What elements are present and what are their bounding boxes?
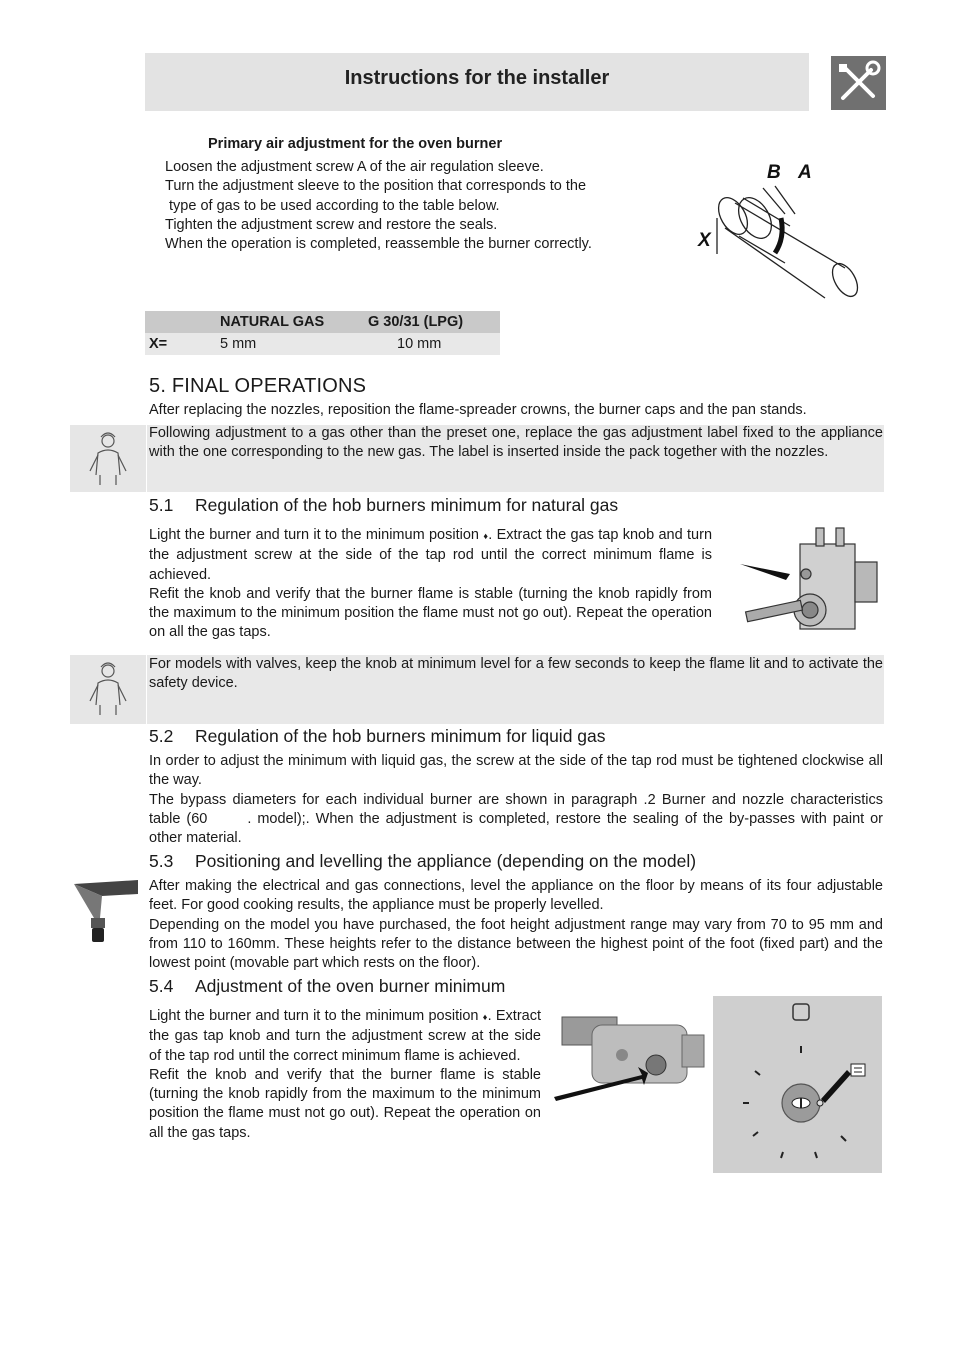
- text-run: Refit the knob and verify that the burner flame is stable (turning the knob rapidly from the maximum to the minimum position the flame must not go out). Repeat the operation on all the gas taps.: [149, 1066, 541, 1141]
- primary-air-title: Primary air adjustment for the oven burner: [208, 136, 503, 152]
- section-5-2-heading: [149, 726, 606, 747]
- text-run: . Extract the gas tap knob and turn the adjustment screw at the side of the tap rod until the correct minimum flame is achieved.: [149, 1008, 542, 1064]
- table-row: [145, 333, 500, 355]
- text-run: Light the burner and turn it to the minimum position: [149, 527, 484, 543]
- table-header-cell: NATURAL GAS: [220, 314, 325, 330]
- tools-icon: [831, 56, 886, 110]
- section-title: Regulation of the hob burners minimum for natural gas: [195, 495, 619, 515]
- text-run: . Extract the gas tap knob and turn the adjustment screw at the side of the tap rod until the correct minimum flame is achieved.: [149, 527, 713, 583]
- installer-icon: [70, 655, 146, 724]
- primary-air-line: Turn the adjustment sleeve to the position that corresponds to the: [165, 178, 587, 195]
- section-5-title: 5. FINAL OPERATIONS: [149, 375, 367, 397]
- text-run: Depending on the model you have purchased, the foot height adjustment range may vary from 70 to 95 mm and from 110 to 160mm. These heights refer to the distance between the highest point of the foot (fixed part) and the lowest point (movable part which rests on the floor).: [149, 916, 883, 972]
- installer-icon: [70, 425, 146, 492]
- section-5-2-text: [149, 752, 883, 848]
- label-a: A: [798, 162, 812, 183]
- section-number: 5.4: [149, 976, 174, 996]
- section-5-1-text: [149, 526, 712, 643]
- page-title: Instructions for the installer: [344, 67, 610, 89]
- oven-valve-photo: [552, 1005, 710, 1103]
- section-number: 5.1: [149, 495, 174, 515]
- primary-air-line: type of gas to be used according to the table below.: [165, 197, 500, 214]
- gas-tap-figure: [738, 522, 888, 640]
- text-run: The bypass diameters for each individual burner are shown in paragraph .2 Burner and nozzle characteristics table (60: [149, 791, 883, 827]
- section-title: Adjustment of the oven burner minimum: [195, 976, 506, 996]
- table-cell: 5 mm: [220, 336, 257, 352]
- flame-min-icon: ♦: [482, 1012, 488, 1022]
- section-5-3-heading: [149, 851, 696, 872]
- section-title: Positioning and levelling the appliance (depending on the model): [195, 851, 697, 871]
- text-run: Light the burner and turn it to the minimum position: [149, 1008, 483, 1024]
- text-run: . model);. When the adjustment is completed, restore the sealing of the by-passes with paint or other material.: [149, 810, 884, 847]
- label-b: B: [767, 162, 781, 183]
- section-number: 5.3: [149, 851, 174, 871]
- section-5-4-heading: [149, 976, 505, 997]
- levelling-foot-icon: [72, 878, 142, 944]
- section-title: Regulation of the hob burners minimum for liquid gas: [195, 726, 606, 746]
- table-header-row: [145, 311, 500, 333]
- table-header-cell: G 30/31 (LPG): [368, 314, 464, 330]
- label-x: X: [698, 230, 711, 251]
- primary-air-line: Loosen the adjustment screw A of the air regulation sleeve.: [165, 159, 544, 175]
- section-5-3-text: [149, 877, 883, 973]
- section-5-intro: After replacing the nozzles, reposition the flame-spreader crowns, the burner caps and the pan stands.: [149, 402, 807, 418]
- section-5-note: Following adjustment to a gas other than the preset one, replace the gas adjustment label fixed to the appliance with the one corresponding to the new gas. The label is inserted inside the pack together with the nozzles.: [149, 425, 883, 461]
- section-5-4-text: [149, 1007, 541, 1143]
- primary-air-line: When the operation is completed, reassemble the burner correctly.: [165, 236, 592, 253]
- text-run: After making the electrical and gas connections, level the appliance on the floor by means of its four adjustable feet. For good cooking results, the appliance must be properly levelled.: [149, 878, 883, 914]
- oven-knob-diagram: [713, 996, 882, 1173]
- primary-air-line: Tighten the adjustment screw and restore the seals.: [165, 216, 498, 233]
- gas-table: [145, 311, 500, 355]
- section-number: 5.2: [149, 726, 174, 746]
- table-cell: X=: [149, 336, 168, 352]
- burner-sleeve-figure: [695, 158, 860, 308]
- text-run: Refit the knob and verify that the burner flame is stable (turning the knob rapidly from the maximum to the minimum position the flame must not go out). Repeat the operation on all the gas taps.: [149, 585, 712, 641]
- flame-min-icon: ♦: [483, 531, 489, 541]
- text-run: In order to adjust the minimum with liquid gas, the screw at the side of the tap rod must be tightened clockwise all the way.: [149, 753, 883, 789]
- primary-air-text: [165, 158, 665, 254]
- table-cell: 10 mm: [397, 336, 442, 352]
- section-5-1-note: For models with valves, keep the knob at minimum level for a few seconds to keep the flame lit and to activate the safety device.: [149, 656, 883, 692]
- section-5-1-heading: [149, 495, 618, 516]
